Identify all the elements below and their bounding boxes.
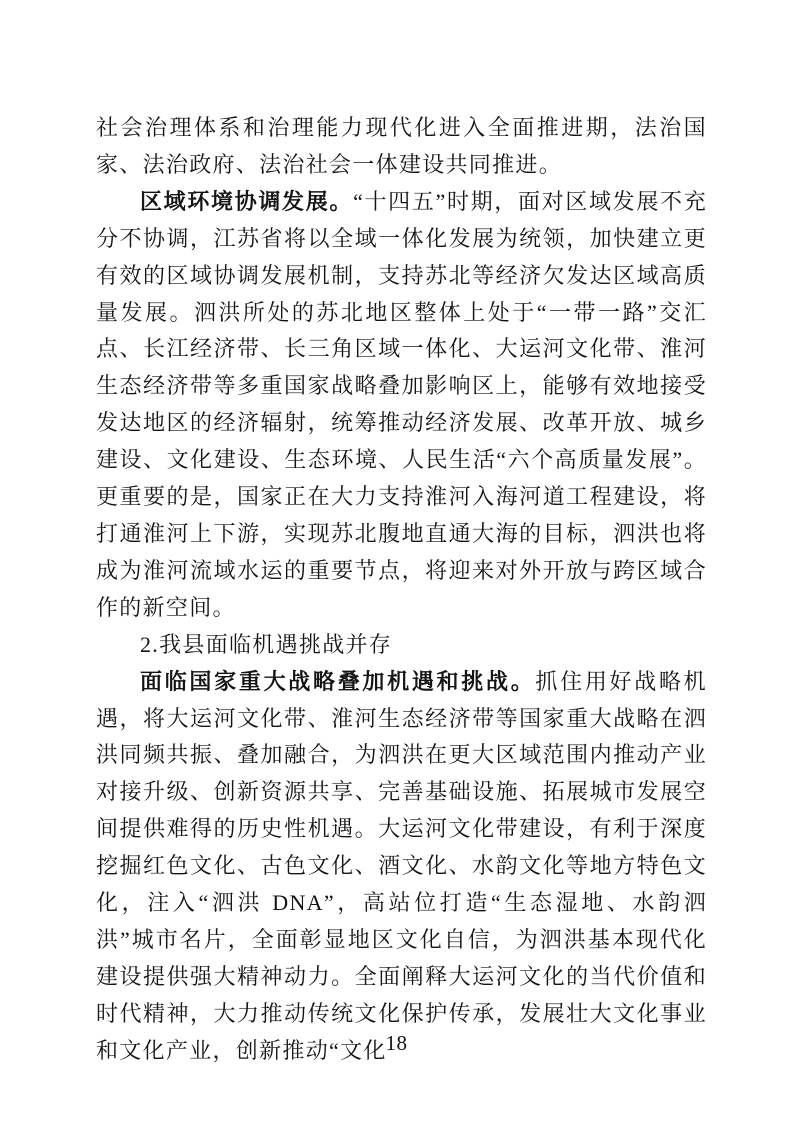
paragraph-lead-bold: 面临国家重大战略叠加机遇和挑战。 [140, 668, 536, 694]
paragraph-lead-bold: 区域环境协调发展。 [140, 188, 354, 214]
paragraph-opportunities-challenges [96, 664, 707, 1070]
paragraph-text: 抓住用好战略机遇，将大运河文化带、淮河生态经济带等国家重大战略在泗洪同频共振、叠加融合，为泗洪在更大区域范围内推动产业对接升级、创新资源共享、完善基础设施、拓展城市发展空间提供难得的历史性机遇。大运河文化带建设，有利于深度挖掘红色文化、古色文化、酒文化、水韵文化等地方特色文化，注入“泗洪 DNA”，高站位打造“生态湿地、水韵泗洪”城市名片，全面彰显地区文化自信，为泗洪基本现代化建设提供强大精神动力。全面阐释大运河文化的当代价值和时代精神，大力推动传统文化保护传承，发展壮大文化事业和文化产业，创新推动“文化 [96, 668, 707, 1063]
paragraph-text: “十四五”时期，面对区域发展不充分不协调，江苏省将以全域一体化发展为统领，加快建立更有效的区域协调发展机制，支持苏北等经济欠发达区域高质量发展。泗洪所处的苏北地区整体上处于“一带一路”交汇点、长江经济带、长三角区域一体化、大运河文化带、淮河生态经济带等多重国家战略叠加影响区上，能够有效地接受发达地区的经济辐射，统筹推动经济发展、改革开放、城乡建设、文化建设、生态环境、人民生活“六个高质量发展”。更重要的是，国家正在大力支持淮河入海河道工程建设，将打通淮河上下游，实现苏北腹地直通大海的目标，泗洪也将成为淮河流域水运的重要节点，将迎来对外开放与跨区域合作的新空间。 [96, 188, 707, 620]
page-number: 18 [385, 1031, 408, 1055]
paragraph-text: 社会治理体系和治理能力现代化进入全面推进期，法治国家、法治政府、法治社会一体建设共同推进。 [96, 115, 707, 177]
text-block [96, 110, 707, 1070]
paragraph-continuation [96, 110, 707, 184]
paragraph-regional-development [96, 184, 707, 627]
section-heading-text: 2.我县面临机遇挑战并存 [140, 631, 393, 657]
section-heading [96, 627, 707, 664]
